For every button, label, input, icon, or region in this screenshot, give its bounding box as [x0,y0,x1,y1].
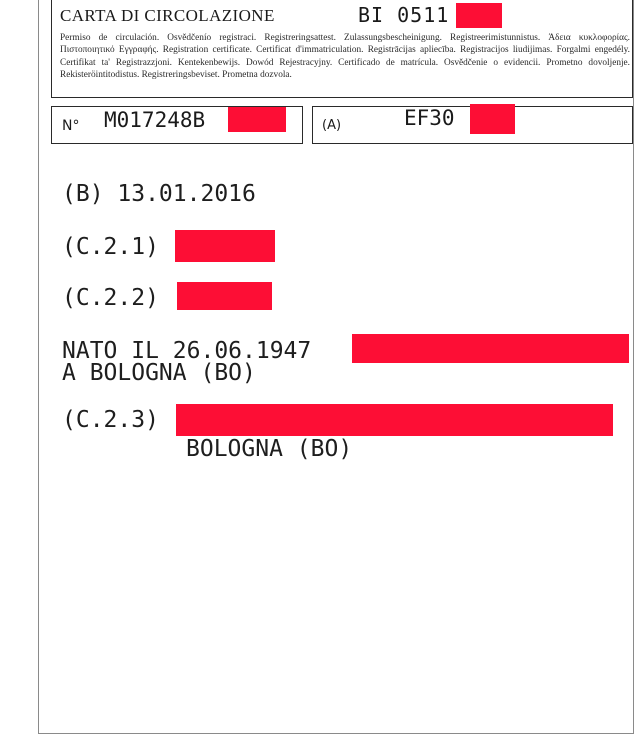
field-c22-label: (C.2.2) [62,285,159,311]
field-c23-label: (C.2.3) [62,407,159,433]
redaction-c22 [177,282,272,310]
redaction-a [470,104,515,134]
redaction-birth [352,334,629,363]
a-value: EF30 [404,106,455,130]
document-title: CARTA DI CIRCOLAZIONE [60,6,275,25]
number-value: M017248B [104,108,206,132]
birth-line-2: A BOLOGNA (BO) [62,360,256,386]
redaction-c23 [176,404,613,436]
number-label: N° [62,118,80,134]
redaction-code [456,3,502,28]
document-code: BI 0511 [358,3,450,27]
a-label: (A) [322,118,342,133]
field-c23-city: BOLOGNA (BO) [186,436,353,462]
field-b-date: (B) 13.01.2016 [62,181,256,207]
redaction-c21 [175,230,275,262]
redaction-number [228,107,286,132]
multilingual-legend: Permiso de circulación. Osvědčenío registraci. Registreringsattest. Zulassungsbescheinigung. Registreerimistunnistus. Άδεια κυκλοφορίας. Πιστοποιητικό Εγγραφής. Registration certificate. Certificat d'immatriculation. Registrācijas apliecība. Registracijos liudijimas. Forgalmi engedély. Certifikat ta' Registrazzjoni. Kentekenbewijs. Dowód Rejestracyjny. Certificado de matrícula. Osvědčenie o evidencii. Prometno dovoljenje. Rekisteröintitodistus. Registreringsbeviset. Prometna dozvola. [60,33,630,81]
birth-line-1: NATO IL 26.06.1947 [62,338,312,364]
field-c21-label: (C.2.1) [62,234,159,260]
